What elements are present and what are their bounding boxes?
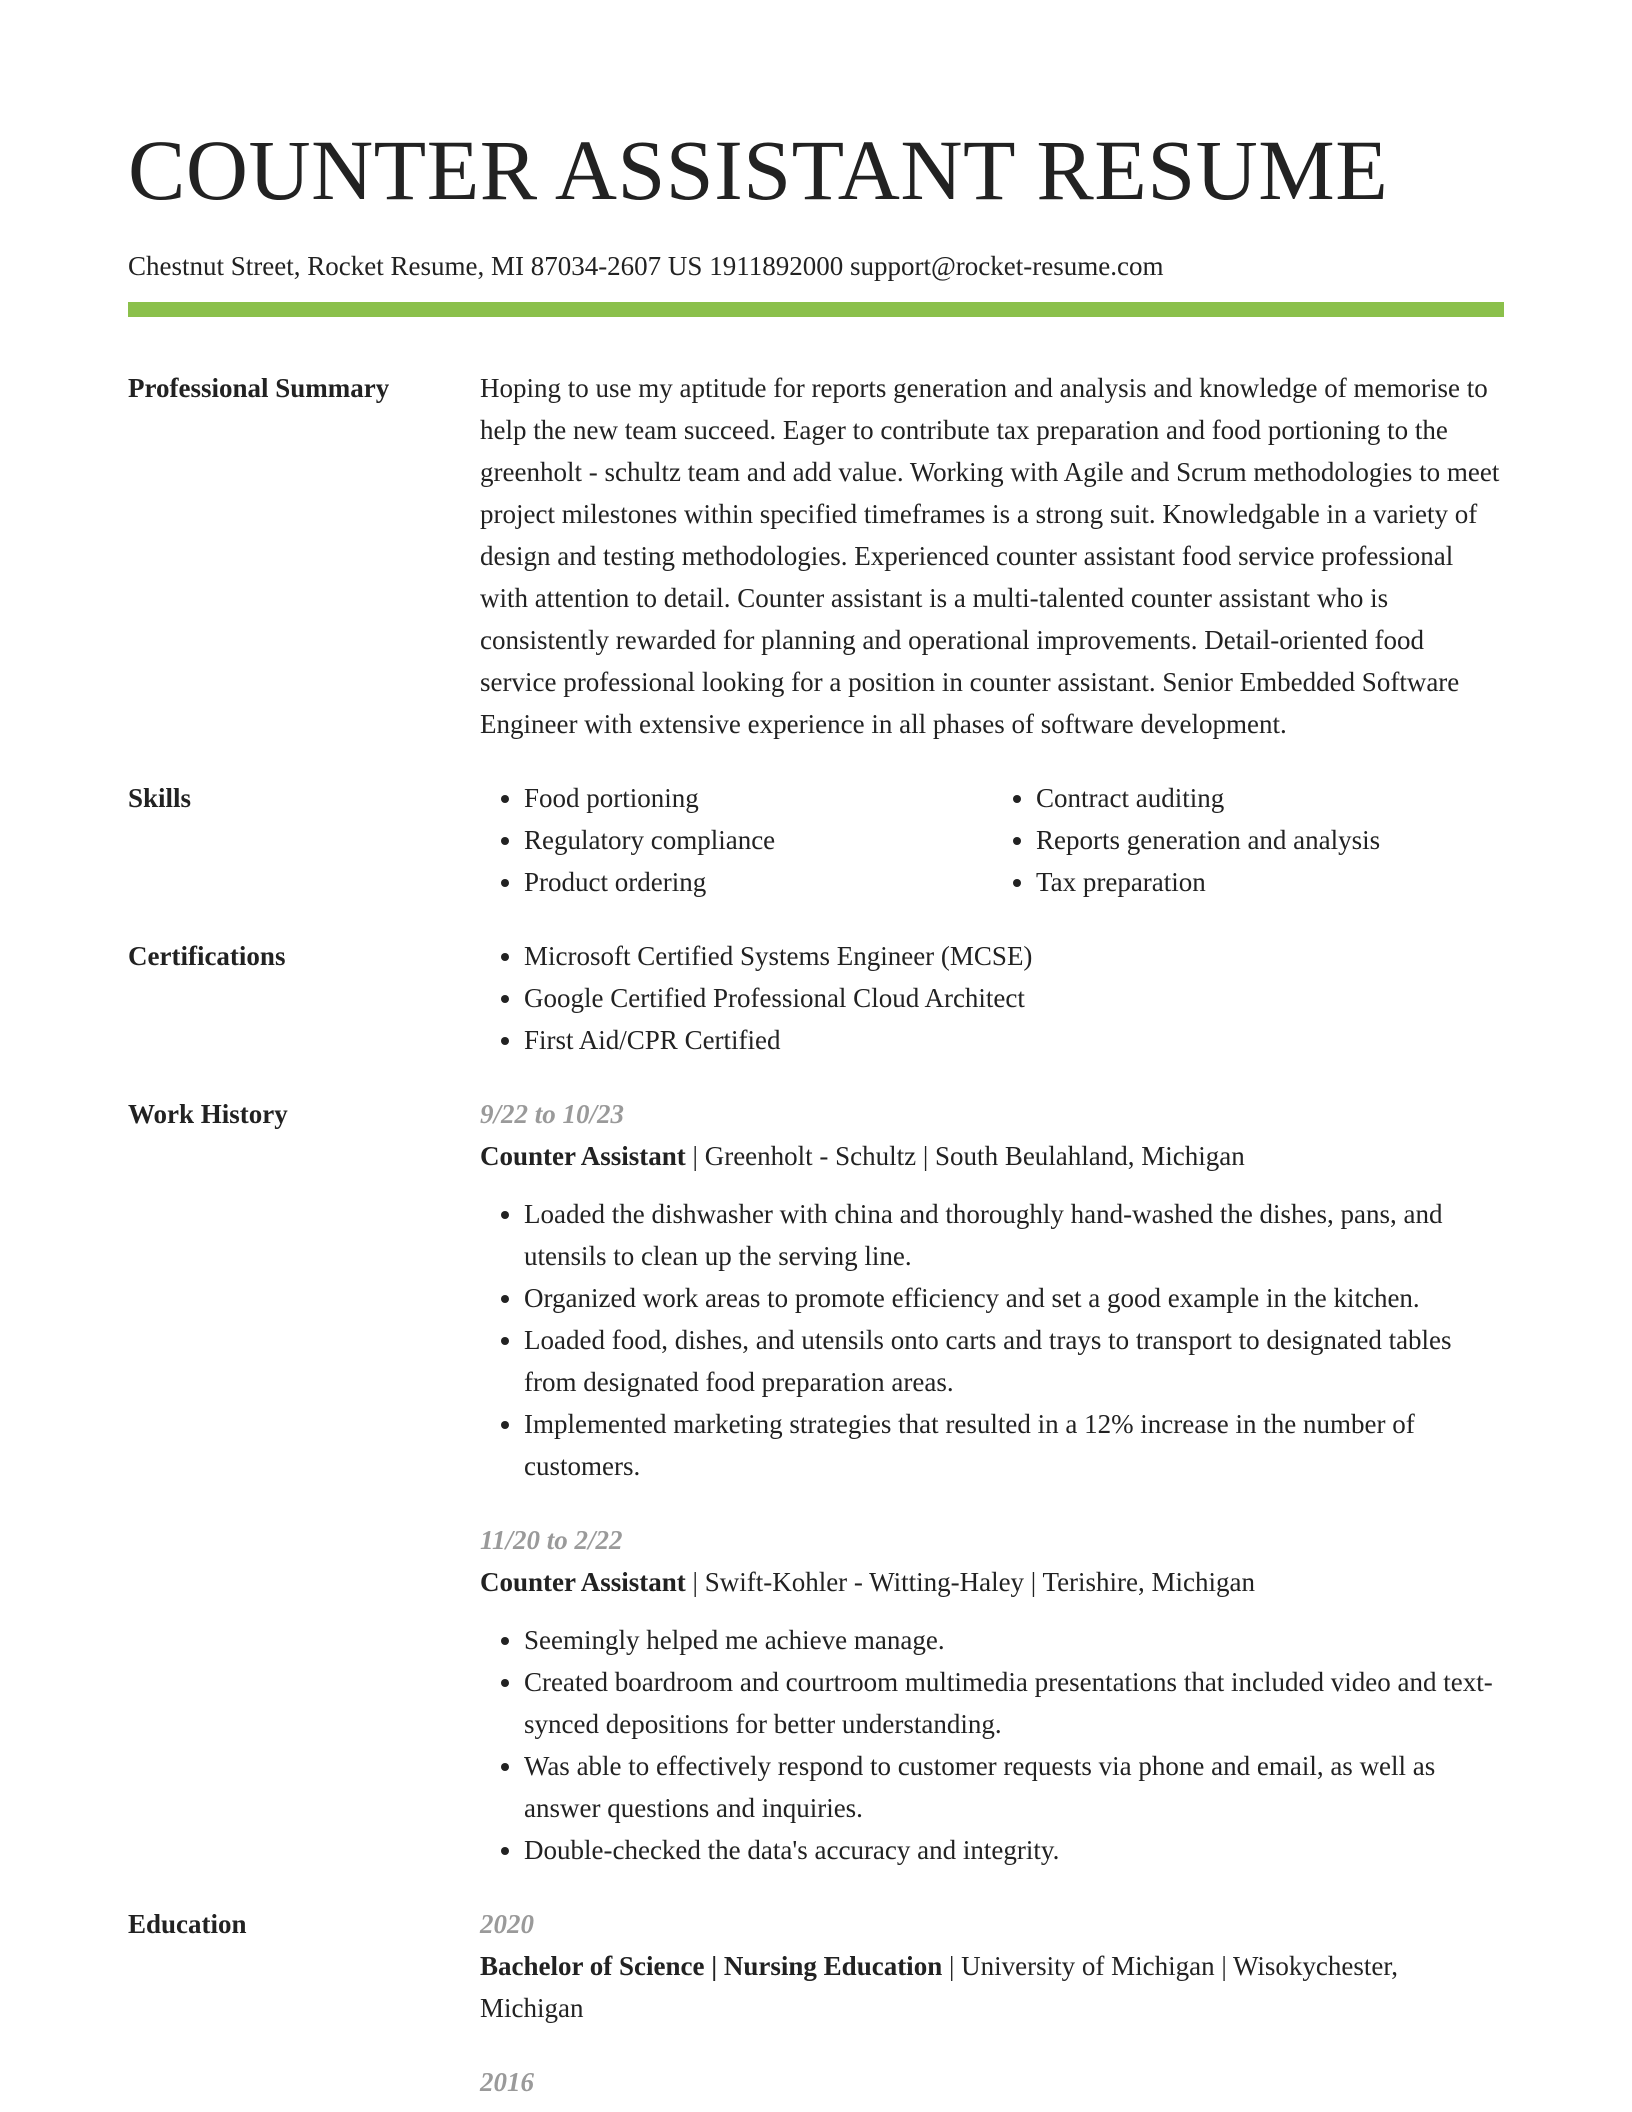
job-bullet: • Organized work areas to promote efficiency and set a good example in the kitchen. — [524, 1277, 1504, 1319]
job-bullets — [480, 1619, 1504, 1871]
skill-item: • Regulatory compliance — [524, 819, 992, 861]
education-school-location: | University of Michigan | Wisokychester, Michigan — [480, 1951, 1399, 2023]
resume-title: COUNTER ASSISTANT RESUME — [128, 122, 1389, 218]
summary-text: Hoping to use my aptitude for reports generation and analysis and knowledge of memorise to help the new team succeed. Eager to contribute tax preparation and food portioning to the greenholt - schultz team and add value. Working with Agile and Scrum methodologies to meet project milestones within specified timeframes is a strong suit. Knowledgable in a variety of design and testing methodologies. Experienced counter assistant food service professional with attention to detail. Counter assistant is a multi-talented counter assistant who is consistently rewarded for planning and operational improvements. Detail-oriented food service professional looking for a position in counter assistant. Senior Embedded Software Engineer with extensive experience in all phases of software development. — [480, 373, 1500, 739]
education-entry — [480, 2061, 1504, 2103]
education-date: 2016 — [480, 2067, 534, 2097]
certification-item: • First Aid/CPR Certified — [524, 1019, 1504, 1061]
certifications-section — [128, 935, 1504, 1061]
education-entry — [480, 1903, 1504, 2029]
job-bullet: • Seemingly helped me achieve manage. — [524, 1619, 1504, 1661]
summary-body — [480, 367, 1504, 745]
certification-item: • Microsoft Certified Systems Engineer (MCSE) — [524, 935, 1504, 977]
certifications-list — [480, 935, 1504, 1061]
certifications-label: Certifications — [128, 941, 286, 971]
skills-body — [480, 777, 1504, 903]
education-header — [480, 1945, 1504, 2029]
job-bullet: • Created boardroom and courtroom multimedia presentations that included video and text-synced depositions for better understanding. — [524, 1661, 1504, 1745]
job-bullet: • Loaded the dishwasher with china and thoroughly hand-washed the dishes, pans, and utensils to clean up the serving line. — [524, 1193, 1504, 1277]
job-company-location: | Swift-Kohler - Witting-Haley | Terishire, Michigan — [685, 1567, 1256, 1597]
skills-section — [128, 777, 1504, 903]
work-history-label: Work History — [128, 1099, 288, 1129]
job-entry — [480, 1093, 1504, 1487]
job-bullets — [480, 1193, 1504, 1487]
job-bullet: • Double-checked the data's accuracy and integrity. — [524, 1829, 1504, 1871]
job-company-location: | Greenholt - Schultz | South Beulahland, Michigan — [685, 1141, 1245, 1171]
skill-item: • Food portioning — [524, 777, 992, 819]
skill-item: • Contract auditing — [1036, 777, 1504, 819]
summary-section — [128, 367, 1504, 745]
skills-column-right — [992, 777, 1504, 903]
work-history-body — [480, 1093, 1504, 1871]
job-date: 9/22 to 10/23 — [480, 1099, 625, 1129]
job-entry — [480, 1519, 1504, 1871]
job-header — [480, 1135, 1504, 1177]
job-title: Counter Assistant — [480, 1141, 686, 1171]
resume-page — [128, 0, 1504, 2103]
education-body — [480, 1903, 1504, 2103]
skills-grid — [480, 777, 1504, 903]
skills-label: Skills — [128, 783, 192, 813]
skill-item: • Reports generation and analysis — [1036, 819, 1504, 861]
certification-item: • Google Certified Professional Cloud Architect — [524, 977, 1504, 1019]
skills-column-left — [480, 777, 992, 903]
job-bullet: • Implemented marketing strategies that resulted in a 12% increase in the number of customers. — [524, 1403, 1504, 1487]
accent-divider — [128, 302, 1504, 317]
work-history-section — [128, 1093, 1504, 1871]
job-bullet: • Was able to effectively respond to customer requests via phone and email, as well as answer questions and inquiries. — [524, 1745, 1504, 1829]
summary-label: Professional Summary — [128, 373, 390, 403]
job-header — [480, 1561, 1504, 1603]
education-label: Education — [128, 1909, 247, 1939]
job-title: Counter Assistant — [480, 1567, 686, 1597]
skill-item: • Product ordering — [524, 861, 992, 903]
education-degree: Bachelor of Science | Nursing Education — [480, 1951, 943, 1981]
education-date: 2020 — [480, 1909, 534, 1939]
job-bullet: • Loaded food, dishes, and utensils onto carts and trays to transport to designated tables from designated food preparation areas. — [524, 1319, 1504, 1403]
job-date: 11/20 to 2/22 — [480, 1525, 623, 1555]
skill-item: • Tax preparation — [1036, 861, 1504, 903]
education-section — [128, 1903, 1504, 2103]
contact-line: Chestnut Street, Rocket Resume, MI 87034-2607 US 1911892000 support@rocket-resume.com — [128, 251, 1164, 281]
certifications-body — [480, 935, 1504, 1061]
